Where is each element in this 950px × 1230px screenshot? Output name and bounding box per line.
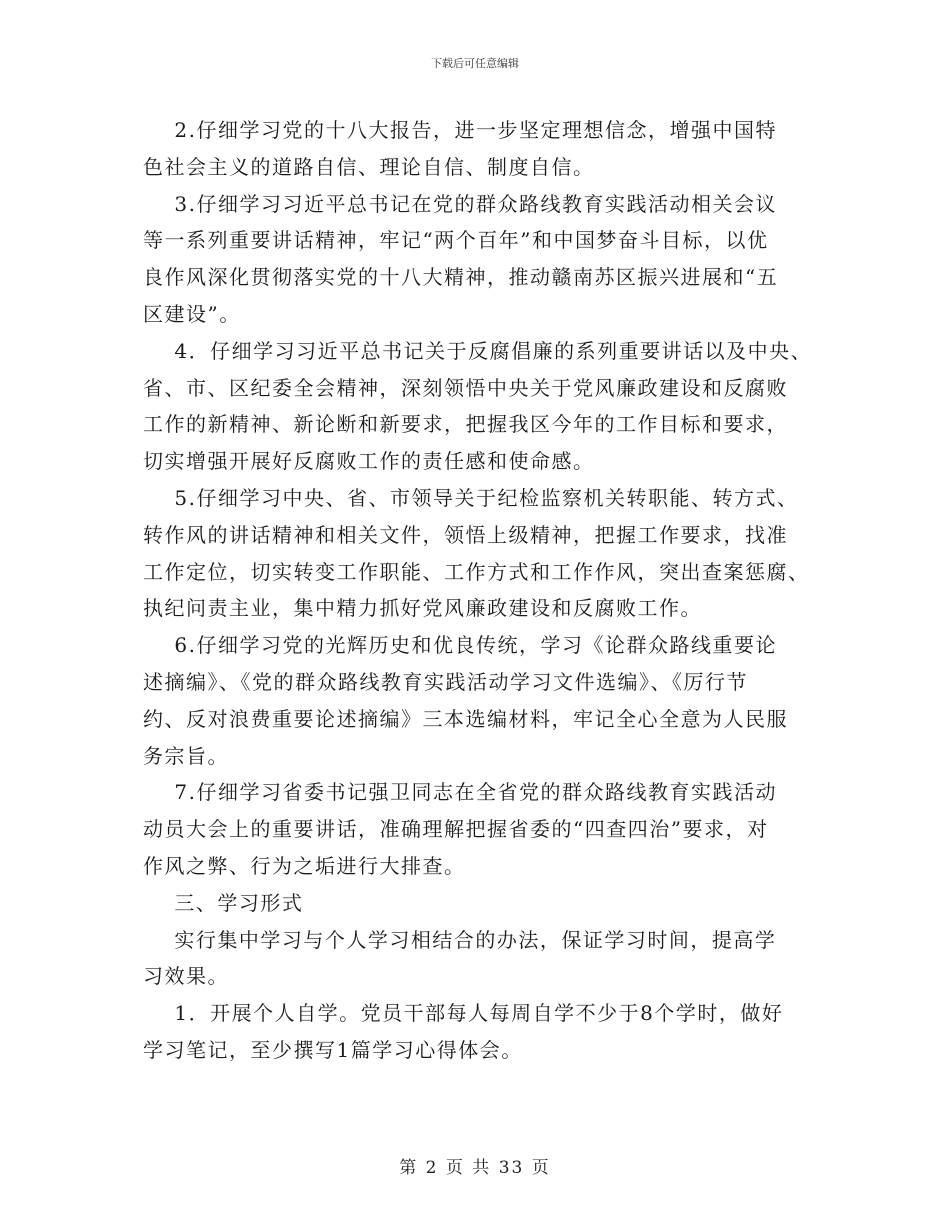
text-line: 执纪问责主业，集中精力抓好党风廉政建设和反腐败工作。 [143,596,702,621]
text-line: 2.仔细学习党的十八大报告，进一步坚定理想信念，增强中国特 [143,118,778,142]
page-footer: 第 2 页 共 33 页 [399,1158,551,1178]
text-line: 3.仔细学习习近平总书记在党的群众路线教育实践活动相关会议 [143,191,778,216]
text-line: 动员大会上的重要讲话，准确理解把握省委的“四查四治”要求，对 [143,817,769,842]
text-line: 色社会主义的道路自信、理论自信、制度自信。 [143,154,595,179]
document-body [143,112,815,1069]
text-line: 7.仔细学习省委书记强卫同志在全省党的群众路线教育实践活动 [143,780,778,805]
text-line: 工作定位，切实转变工作职能、工作方式和工作作风，突出查案惩腐、 [143,559,810,584]
text-line: 作风之弊、行为之垢进行大排查。 [143,853,466,878]
text-line: 1．开展个人自学。党员干部每人每周自学不少于8个学时，做好 [143,1001,784,1026]
text-line: 5.仔细学习中央、省、市领导关于纪检监察机关转职能、转方式、 [143,485,799,510]
text-line: 务宗旨。 [143,743,229,768]
text-line: 述摘编》、《党的群众路线教育实践活动学习文件选编》、《厉行节 [143,669,748,694]
text-line: 切实增强开展好反腐败工作的责任感和使命感。 [143,449,595,474]
text-line: 4．仔细学习习近平总书记关于反腐倡廉的系列重要讲话以及中央、 [143,338,813,363]
text-line: 学习笔记，至少撰写1篇学习心得体会。 [143,1037,523,1062]
text-line: 区建设”。 [143,301,241,326]
text-line: 习效果。 [143,964,229,989]
text-line: 良作风深化贯彻落实党的十八大精神，推动赣南苏区振兴进展和“五 [143,265,779,290]
text-line: 转作风的讲话精神和相关文件，领悟上级精神，把握工作要求，找准 [143,522,788,547]
text-line: 约、反对浪费重要论述摘编》三本选编材料，牢记全心全意为人民服 [143,706,788,731]
text-line: 三、学习形式 [143,890,304,915]
text-line: 省、市、区纪委全会精神，深刻领悟中央关于党风廉政建设和反腐败 [143,375,788,400]
page-header: 下载后可任意编辑 [431,57,519,70]
text-line: 实行集中学习与个人学习相结合的办法，保证学习时间，提高学 [143,927,777,952]
text-line: 工作的新精神、新论断和新要求，把握我区今年的工作目标和要求， [143,412,788,437]
text-line: 6.仔细学习党的光辉历史和优良传统，学习《论群众路线重要论 [143,633,778,658]
text-line: 等一系列重要讲话精神，牢记“两个百年”和中国梦奋斗目标，以优 [143,228,769,253]
